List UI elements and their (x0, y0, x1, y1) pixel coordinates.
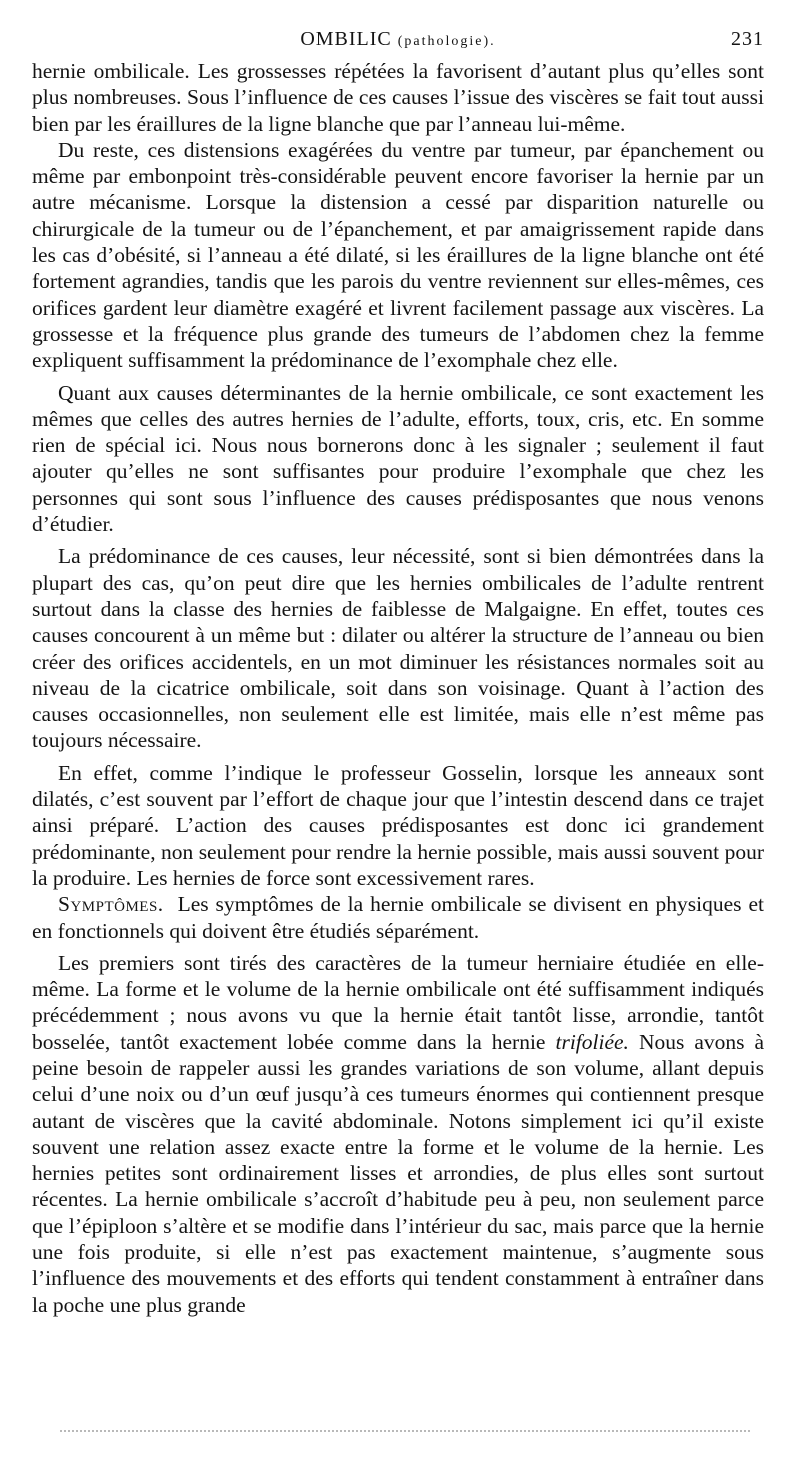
paragraph-symptomes (32, 891, 764, 944)
italic-term-trifoliee: trifoliée. (555, 1029, 629, 1054)
paragraph-predominance: La prédominance de ces causes, leur nécessité, sont si bien démontrées dans la plupart des cas, qu’on peut dire que les hernies ombilicales de l’adulte rentrent surtout dans la classe des hernies de faiblesse de Malgaigne. En effet, toutes ces causes concourent à un même but : dilater ou altérer la structure de l’anneau ou bien créer des orifices accidentels, en un mot diminuer les résistances normales soit au niveau de la cicatrice ombilicale, soit dans son voisinage. Quant à l’action des causes occasionnelles, non seulement elle est limitée, mais elle n’est même pas toujours nécessaire. (32, 544, 764, 753)
body-text (32, 58, 764, 1318)
symptomes-text: Les symptômes de la hernie ombilicale se divisent en physiques et en fonctionnels qui doivent être étudiés séparément. (32, 892, 764, 943)
paragraph-premiers (32, 950, 764, 1318)
running-title (32, 28, 764, 51)
page-number: 231 (731, 28, 764, 50)
paragraph-distensions: Du reste, ces distensions exagérées du ventre par tumeur, par épanchement ou même par embonpoint très-considérable peuvent encore favoriser la hernie par un autre mécanisme. Lorsque la distension a cessé par disparition naturelle ou chirurgicale de la tumeur ou de l’épanchement, et par amaigrissement rapide dans les cas d’obésité, si l’anneau a été dilaté, si les éraillures de la ligne blanche ont été fortement agrandies, tandis que les parois du ventre reviennent sur elles-mêmes, ces orifices gardent leur diamètre exagéré et livrent facilement passage aux viscères. La grossesse et la fréquence plus grande des tumeurs de l’abdomen chez la femme expliquent suffisamment la prédominance de l’exomphale chez elle. (32, 137, 764, 373)
running-title-sub: (pathologie). (397, 34, 496, 49)
premiers-text-b: Nous avons à peine besoin de rappeler aussi les grandes variations de son volume, allant depuis celui d’une noix ou d’un œuf jusqu’à ces tumeurs énormes qui contiennent presque autant de viscères que la cavité abdominale. Notons simplement ici qu’il existe souvent une relation assez exacte entre la forme et le volume de la hernie. Les hernies petites sont ordinairement lisses et arrondies, de plus elles sont surtout récentes. La hernie ombilicale s’accroît d’habitude peu à peu, non seulement parce que l’épiploon s’altère et se modifie dans l’intérieur du sac, mais parce que la hernie une fois produite, si elle n’est pas exactement maintenue, s’augmente sous l’influence des mouvements et des efforts qui tendent constamment à entraîner dans la poche une plus grande (32, 1029, 765, 1317)
running-head (32, 28, 764, 58)
paragraph-continuation: hernie ombilicale. Les grossesses répétées la favorisent d’autant plus qu’elles sont plus nombreuses. Sous l’influence de ces causes l’issue des viscères se fait tout aussi bien par les éraillures de la ligne blanche que par l’anneau lui-même. (32, 59, 764, 136)
paragraph-gosselin: En effet, comme l’indique le professeur Gosselin, lorsque les anneaux sont dilatés, c’est souvent par l’effort de chaque jour que l’intestin descend dans ce trajet ainsi préparé. L’action des causes prédisposantes est donc ici grandement prédominante, non seulement pour rendre la hernie possible, mais aussi souvent pour la produire. Les hernies de force sont excessivement rares. (32, 760, 764, 890)
scan-edge-dots (60, 1430, 750, 1433)
book-page (32, 28, 764, 1318)
paragraph-causes-determinantes: Quant aux causes déterminantes de la hernie ombilicale, ce sont exactement les mêmes que celles des autres hernies de l’adulte, efforts, toux, cris, etc. En somme rien de spécial ici. Nous nous bornerons donc à les signaler ; seulement il faut ajouter qu’elles ne sont suffisantes pour produire l’exomphale que chez les personnes qui sont sous l’influence des causes prédisposantes que nous venons d’étudier. (32, 380, 764, 537)
premiers-text-a: Les premiers sont tirés des caractères de la tumeur herniaire étudiée en elle-même. La forme et le volume de la hernie ombilicale ont été suffisamment indiqués précédemment ; nous avons vu que la hernie était tantôt lisse, arrondie, tantôt bosselée, tantôt exactement lobée comme dans la hernie (32, 950, 764, 1054)
section-heading-symptomes: Symptômes. (58, 892, 164, 917)
running-title-main: OMBILIC (300, 28, 392, 50)
